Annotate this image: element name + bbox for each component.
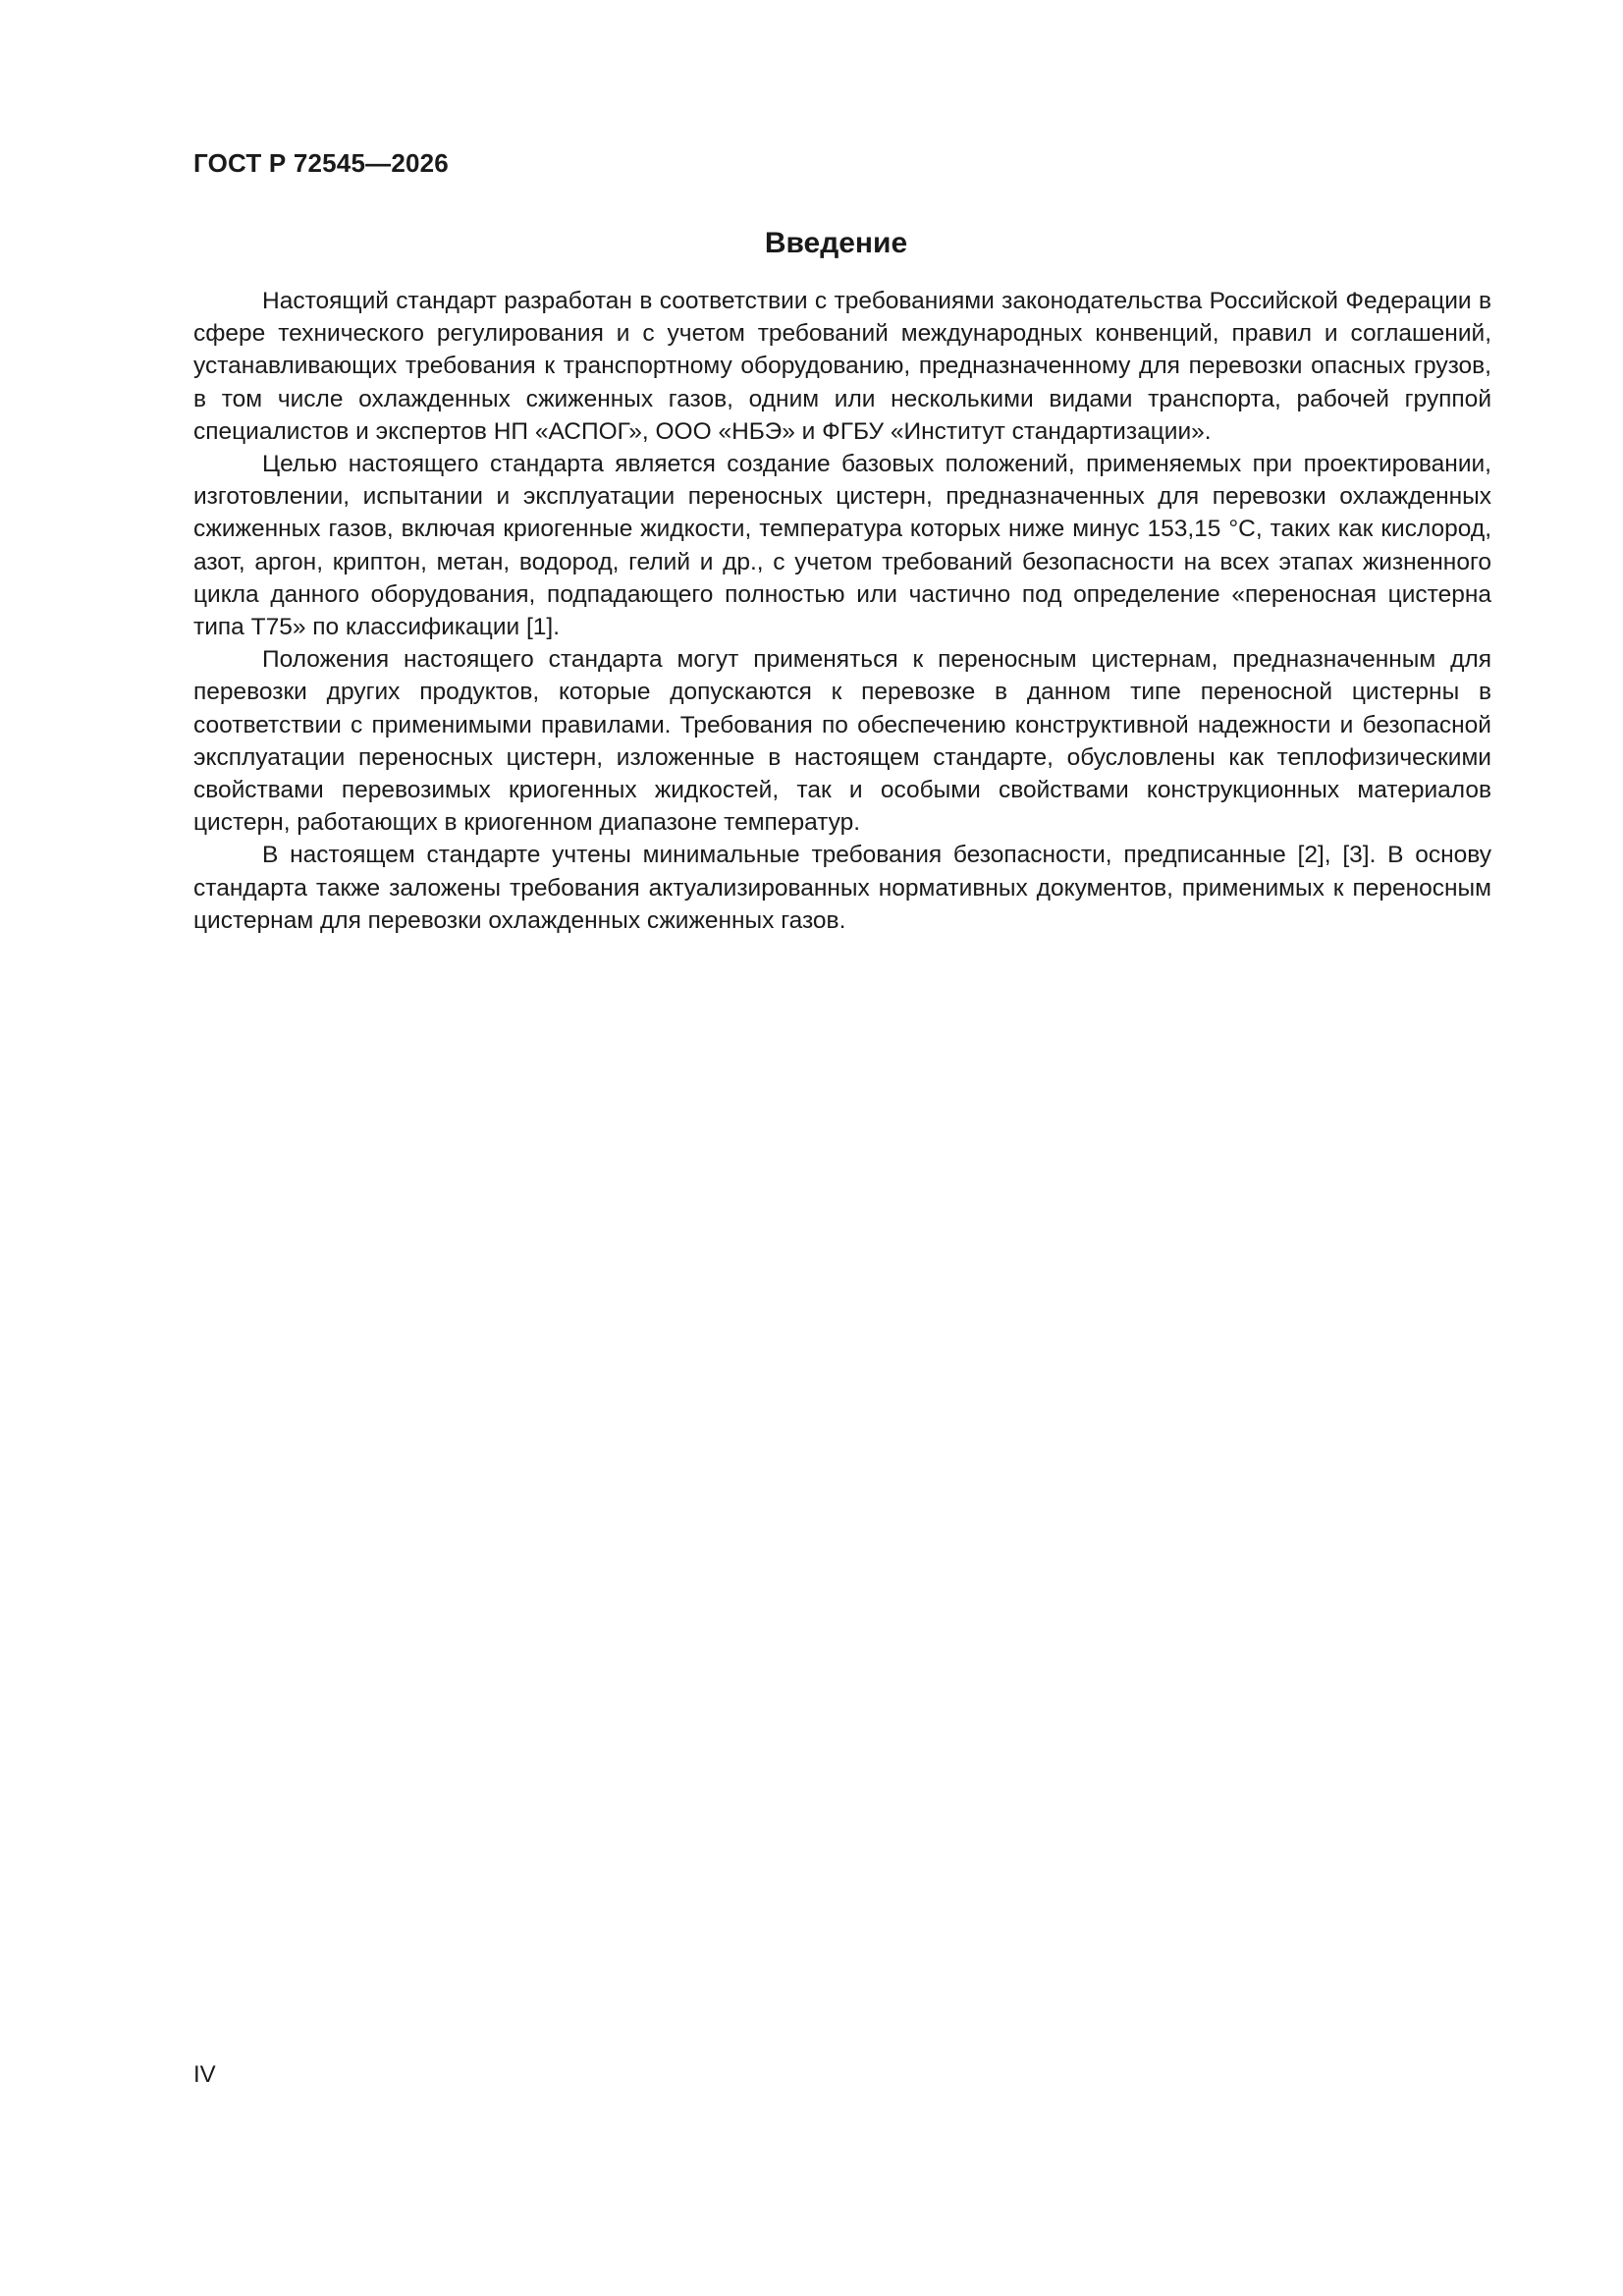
document-code-header: ГОСТ Р 72545—2026 — [193, 148, 449, 178]
paragraph: Настоящий стандарт разработан в соответствии с требованиями законодательства Российской Федерации в сфере технического регулирования и с учетом требований международных конвенций, правил и соглашений, устанавливающих требования к транспортному оборудованию, предназначенному для перевозки опасных грузов, в том числе охлажденных сжиженных газов, одним или несколькими видами транспорта, рабочей группой специалистов и экспертов НП «АСПОГ», ООО «НБЭ» и ФГБУ «Институт стандартизации». — [193, 288, 1491, 445]
page-number: IV — [193, 2061, 216, 2088]
paragraph: Целью настоящего стандарта является создание базовых положений, применяемых при проектировании, изготовлении, испытании и эксплуатации переносных цистерн, предназначенных для перевозки охлажденных сжиженных газов, включая криогенные жидкости, температура которых ниже минус 153,15 °С, таких как кислород, азот, аргон, криптон, метан, водород, гелий и др., с учетом требований безопасности на всех этапах жизненного цикла данного оборудования, подпадающего полностью или частично под определение «переносная цистерна типа Т75» по классификации [1]. — [193, 451, 1491, 641]
section-title: Введение — [764, 227, 908, 259]
body-text — [193, 285, 1491, 937]
paragraph: В настоящем стандарте учтены минимальные требования безопасности, предписанные [2], [3]. В основу стандарта также заложены требования актуализированных нормативных документов, применимых к переносным цистернам для перевозки охлажденных сжиженных газов. — [193, 842, 1491, 934]
paragraph: Положения настоящего стандарта могут применяться к переносным цистернам, предназначенным для перевозки других продуктов, которые допускаются к перевозке в данном типе переносной цистерны в соответствии с применимыми правилами. Требования по обеспечению конструктивной надежности и безопасной эксплуатации переносных цистерн, изложенные в настоящем стандарте, обусловлены как теплофизическими свойствами перевозимых криогенных жидкостей, так и особыми свойствами конструкционных материалов цистерн, работающих в криогенном диапазоне температур. — [193, 646, 1491, 837]
